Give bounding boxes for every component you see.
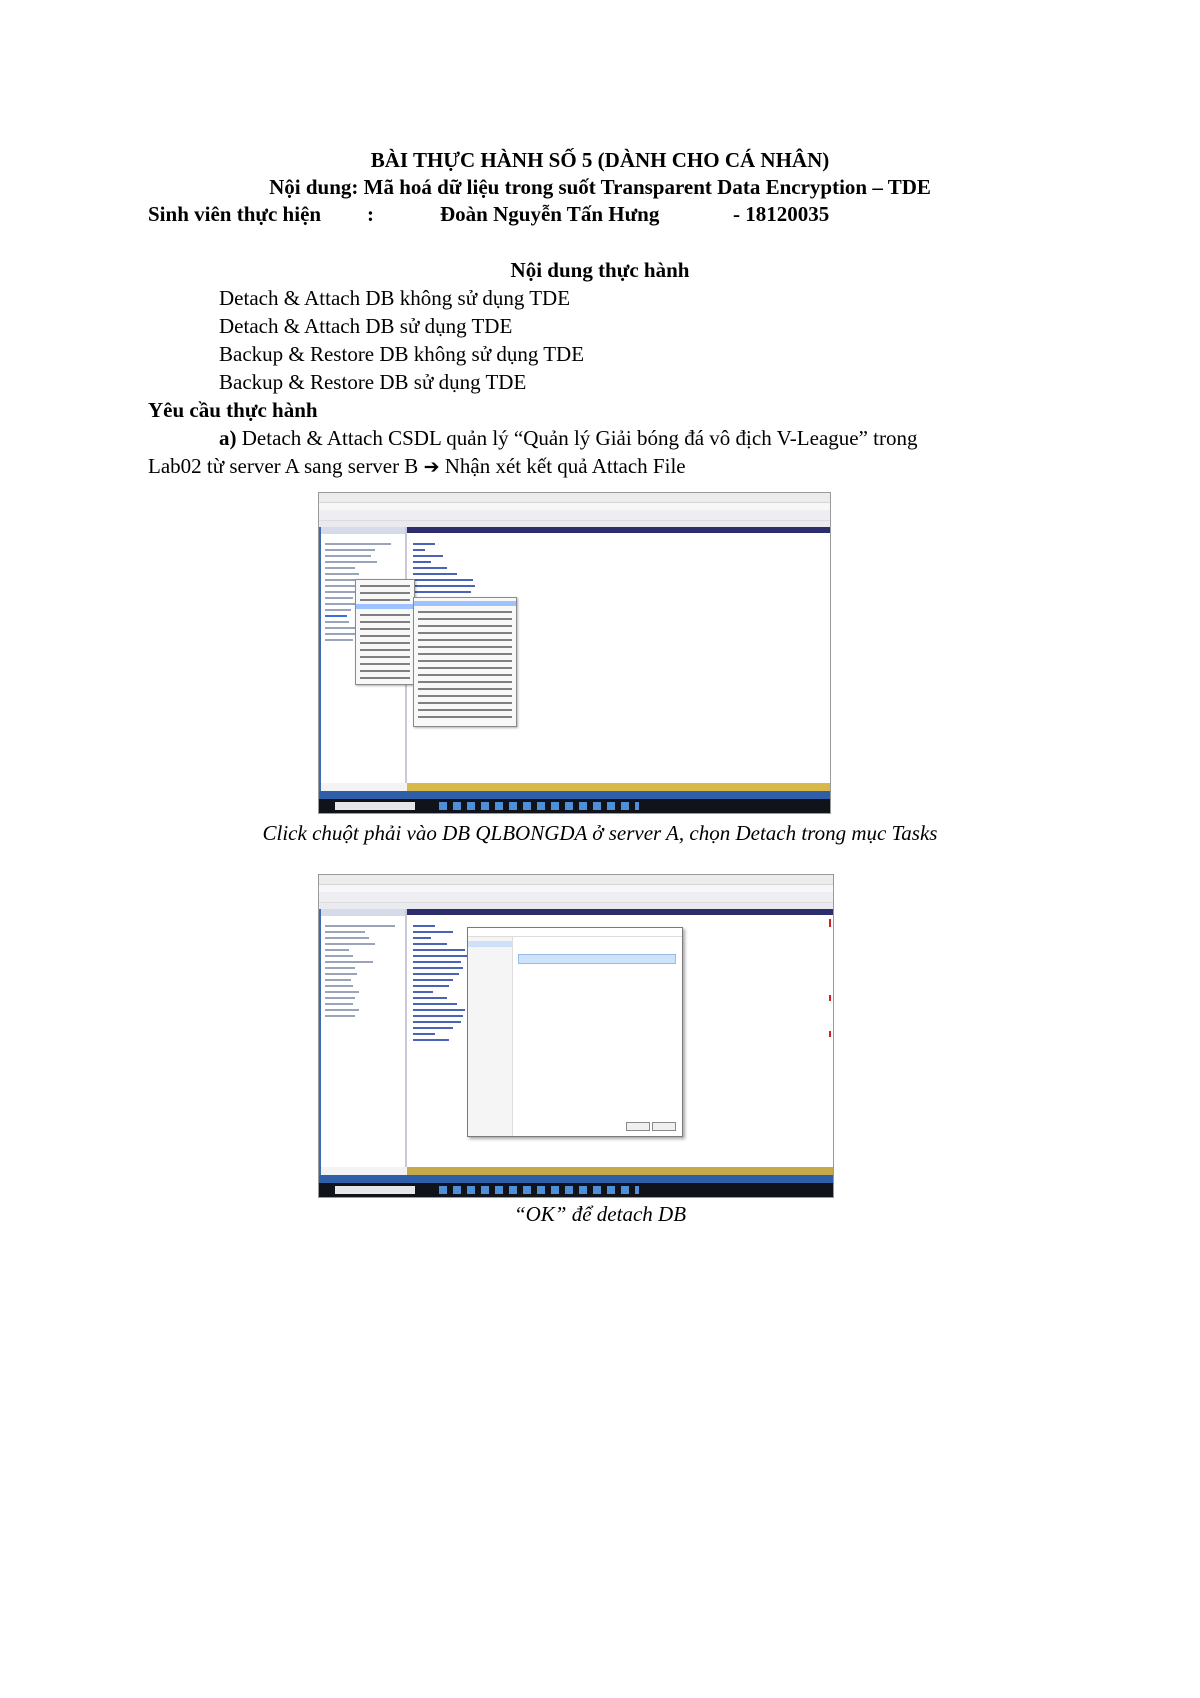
tasks-submenu (413, 597, 517, 727)
object-explorer (319, 909, 407, 1167)
ssms-menu-bar (319, 503, 830, 510)
page-subtitle: Nội dung: Mã hoá dữ liệu trong suốt Transparent Data Encryption – TDE (269, 175, 931, 199)
requirement-a-line1 (219, 425, 917, 451)
ssms-title-bar (319, 493, 830, 503)
content-heading: Nội dung thực hành (510, 258, 690, 282)
taskbar-search (335, 802, 415, 810)
content-item-1: Detach & Attach DB không sử dụng TDE (219, 286, 571, 310)
requirement-a-line2 (148, 453, 686, 480)
figure-2-screenshot (318, 874, 834, 1198)
content-item-2: Detach & Attach DB sử dụng TDE (219, 314, 513, 338)
taskbar-search (335, 1186, 415, 1194)
taskbar-icons (439, 802, 639, 810)
ssms-toolbar (319, 892, 833, 903)
content-item-4: Backup & Restore DB sử dụng TDE (219, 370, 527, 394)
requirement-a-line2-end: Nhận xét kết quả Attach File (439, 454, 686, 478)
right-arrow-icon: ➔ (423, 456, 440, 478)
ssms-title-bar (319, 875, 833, 885)
database-grid-row (518, 954, 676, 964)
student-name: Đoàn Nguyễn Tấn Hưng (440, 202, 660, 226)
detach-database-dialog (467, 927, 683, 1137)
ssms-menu-bar (319, 885, 833, 892)
context-menu (355, 579, 415, 685)
page-title: BÀI THỰC HÀNH SỐ 5 (DÀNH CHO CÁ NHÂN) (370, 148, 830, 172)
windows-taskbar (319, 799, 830, 813)
cancel-button (652, 1122, 676, 1131)
figure-1-caption: Click chuột phải vào DB QLBONGDA ở server A, chọn Detach trong mục Tasks (262, 821, 938, 845)
requirements-heading: Yêu cầu thực hành (148, 398, 318, 422)
ssms-status-bar (407, 783, 830, 791)
ok-button (626, 1122, 650, 1131)
requirement-a-label: a) (219, 426, 237, 450)
requirement-a-text: Detach & Attach CSDL quản lý “Quản lý Giải bóng đá vô địch V-League” trong (236, 426, 918, 450)
content-item-3: Backup & Restore DB không sử dụng TDE (219, 342, 585, 366)
student-id: - 18120035 (733, 202, 830, 226)
taskbar-icons (439, 1186, 639, 1194)
requirement-a-line2-start: Lab02 từ server A sang server B (148, 454, 424, 478)
ssms-status-bar (407, 1167, 833, 1175)
windows-taskbar (319, 1183, 833, 1197)
student-separator: : (367, 202, 374, 226)
figure-1-screenshot (318, 492, 831, 814)
figure-2-caption: “OK” để detach DB (513, 1202, 687, 1226)
ssms-toolbar (319, 510, 830, 521)
student-label: Sinh viên thực hiện (148, 202, 322, 226)
